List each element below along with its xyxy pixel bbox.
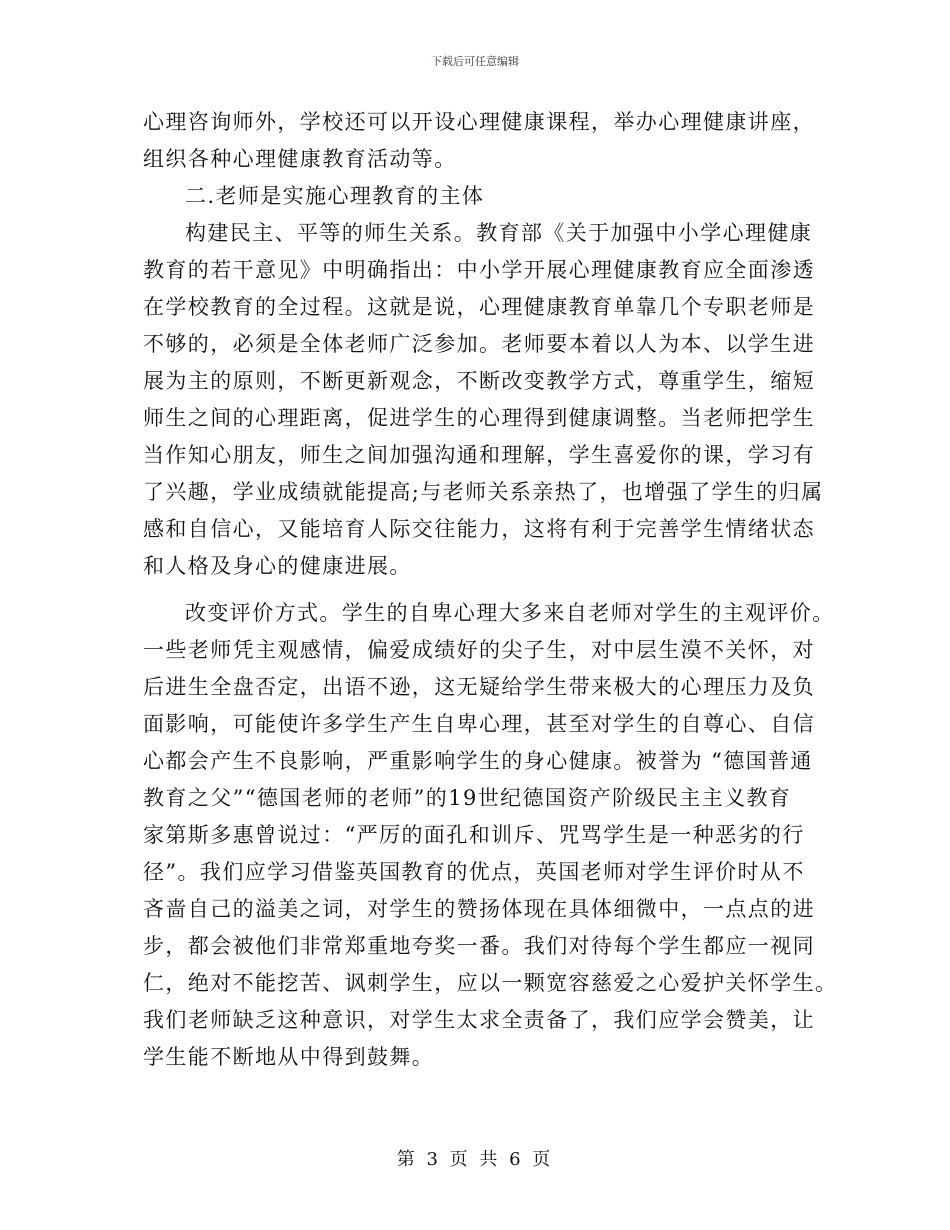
text-line: 后进生全盘否定，出语不逊，这无疑给学生带来极大的心理压力及负 [143, 675, 815, 699]
page-number-footer: 第 3 页 共 6 页 [396, 1149, 554, 1170]
text-line: 径”。我们应学习借鉴英国教育的优点，英国老师对学生评价时从不 [143, 860, 805, 884]
text-line: 组织各种心理健康教育活动等。 [143, 147, 457, 171]
text-line: 当作知心朋友，师生之间加强沟通和理解，学生喜爱你的课，学习有 [143, 443, 815, 467]
text-line: 不够的，必须是全体老师广泛参加。老师要本着以人为本、以学生进 [143, 332, 815, 356]
text-line: 仁，绝对不能挖苦、讽刺学生，应以一颗宽容慈爱之心爱护关怀学生。 [143, 971, 838, 995]
text-line: 改变评价方式。学生的自卑心理大多来自老师对学生的主观评价。 [185, 601, 835, 625]
text-line: 二.老师是实施心理教育的主体 [185, 184, 485, 208]
document-body [143, 104, 838, 1076]
page-header-note: 下载后可任意编辑 [431, 55, 519, 68]
text-line: 家第斯多惠曾说过：“严厉的面孔和训斥、咒骂学生是一种恶劣的行 [143, 823, 805, 847]
text-line: 感和自信心，又能培育人际交往能力，这将有利于完善学生情绪状态 [143, 517, 815, 541]
text-line: 了兴趣，学业成绩就能提高;与老师关系亲热了，也增强了学生的归属 [143, 480, 824, 504]
paragraph-gap [143, 585, 803, 595]
text-line: 教育的若干意见》中明确指出：中小学开展心理健康教育应全面渗透 [143, 258, 815, 282]
text-line: 构建民主、平等的师生关系。教育部《关于加强中小学心理健康 [185, 221, 813, 245]
text-line: 师生之间的心理距离，促进学生的心理得到健康调整。当老师把学生 [143, 406, 815, 430]
text-line: 我们老师缺乏这种意识，对学生太求全责备了，我们应学会赞美，让 [143, 1008, 815, 1032]
text-line: 面影响，可能使许多学生产生自卑心理，甚至对学生的自尊心、自信 [143, 712, 815, 736]
text-line: 吝啬自己的溢美之词，对学生的赞扬体现在具体细微中，一点点的进 [143, 897, 815, 921]
text-line: 一些老师凭主观感情，偏爱成绩好的尖子生，对中层生漠不关怀，对 [143, 638, 815, 662]
text-line: 和人格及身心的健康进展。 [143, 554, 412, 578]
text-line: 心都会产生不良影响，严重影响学生的身心健康。被誉为 “德国普通 [143, 749, 813, 773]
text-line: 步，都会被他们非常郑重地夸奖一番。我们对待每个学生都应一视同 [143, 934, 815, 958]
text-line: 在学校教育的全过程。这就是说，心理健康教育单靠几个专职老师是 [143, 295, 815, 319]
text-line: 教育之父”“德国老师的老师”的19世纪德国资产阶级民主主义教育 [143, 786, 792, 810]
text-line: 学生能不断地从中得到鼓舞。 [143, 1045, 435, 1069]
text-line: 展为主的原则，不断更新观念，不断改变教学方式，尊重学生，缩短 [143, 369, 815, 393]
text-line: 心理咨询师外，学校还可以开设心理健康课程，举办心理健康讲座， [143, 110, 815, 134]
